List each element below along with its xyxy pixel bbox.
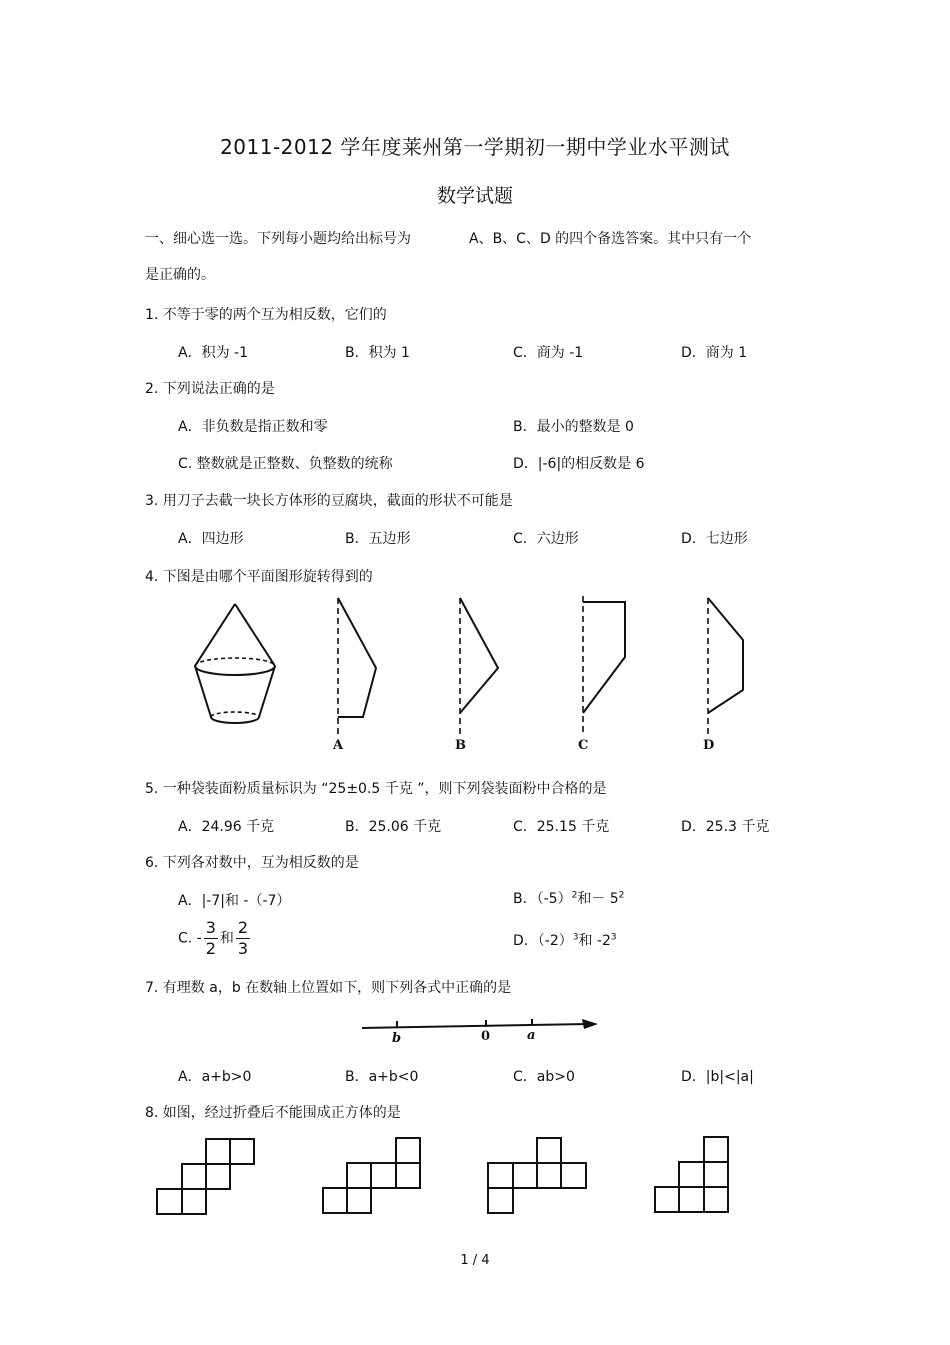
- q6-option-c: [178, 918, 252, 959]
- q6-option-b: [513, 888, 624, 908]
- shape-b: [460, 598, 498, 713]
- q3-option-d: D．七边形: [681, 531, 748, 547]
- q1-option-c: C．商为 -1: [513, 345, 584, 361]
- exam-title: 2011-2012 学年度莱州第一学期初一期中学业水平测试: [220, 135, 730, 159]
- exam-subtitle: 数学试题: [436, 185, 513, 207]
- q2-option-d: D．|-6|的相反数是 6: [513, 456, 645, 472]
- axis-label-0: 0: [481, 1029, 491, 1044]
- q4-label-a: A: [333, 738, 344, 753]
- q6c-prefix: C. -: [178, 930, 202, 947]
- section-intro-part1: 一、细心选一选。下列每小题均给出标号为: [145, 231, 411, 247]
- question-6-stem: 6. 下列各对数中，互为相反数的是: [145, 855, 359, 871]
- question-2-stem: 2. 下列说法正确的是: [145, 381, 275, 397]
- q6b-mid: 和－ 5: [577, 891, 619, 907]
- q8-net-3: [488, 1138, 586, 1213]
- q7-option-d: D．|b|<|a|: [681, 1069, 754, 1085]
- question-4-stem: 4. 下图是由哪个平面图形旋转得到的: [145, 569, 373, 585]
- mid-ellipse-back: [195, 658, 275, 666]
- question-1-stem: 1. 不等于零的两个互为相反数，它们的: [145, 307, 387, 323]
- q8-net-1: [157, 1139, 254, 1214]
- q2-option-c: C. 整数就是正整数、负整数的统称: [178, 456, 393, 472]
- cone-left-edge: [195, 604, 235, 666]
- q4-figure-c: [583, 596, 625, 735]
- q2-option-b: B．最小的整数是 0: [513, 419, 634, 435]
- q3-option-a: A．四边形: [178, 531, 244, 547]
- mid-ellipse-front: [195, 666, 275, 675]
- q6d-mid: 和 -2: [578, 933, 611, 949]
- q6c-mid: 和: [219, 930, 234, 947]
- q6d-exponent-2: 3: [610, 932, 617, 943]
- q4-figure-a: [338, 598, 376, 735]
- q6b-exponent-1: 2: [571, 890, 578, 901]
- q6c-f2-denominator: 3: [237, 939, 249, 958]
- question-5-stem: 5. 一种袋装面粉质量标识为 “25±0.5 千克 ”，则下列袋装面粉中合格的是: [145, 781, 607, 797]
- q4-label-c: C: [578, 738, 589, 753]
- shape-c: [583, 602, 625, 713]
- q2-option-a: A．非负数是指正数和零: [178, 419, 328, 435]
- q3-option-b: B．五边形: [345, 531, 411, 547]
- q6b-exponent-2: 2: [618, 890, 625, 901]
- q4-label-d: D: [703, 738, 715, 753]
- cone-right-edge: [235, 604, 275, 666]
- q6d-base: D．（-2）: [513, 933, 573, 949]
- q6-option-a: A．|-7|和 -（-7）: [178, 893, 291, 909]
- q6d-exponent-1: 3: [572, 932, 579, 943]
- q6c-f2-numerator: 2: [237, 918, 249, 937]
- q7-option-c: C．ab>0: [513, 1069, 575, 1085]
- q6c-f1-numerator: 3: [205, 918, 216, 937]
- q1-option-d: D．商为 1: [681, 345, 748, 361]
- q8-net-2: [323, 1138, 420, 1213]
- q6c-fraction-2: [236, 918, 250, 959]
- shape-a: [338, 598, 376, 717]
- q1-option-a: A．积为 -1: [178, 345, 248, 361]
- q6-option-d: [513, 930, 617, 950]
- q6b-base: B．（-5）: [513, 891, 572, 907]
- question-7-stem: 7. 有理数 a，b 在数轴上位置如下，则下列各式中正确的是: [145, 980, 512, 996]
- question-8-stem: 8. 如图，经过折叠后不能围成正方体的是: [145, 1105, 401, 1121]
- q1-option-b: B．积为 1: [345, 345, 410, 361]
- q8-net-4: [655, 1137, 728, 1212]
- q4-figure-d: [708, 598, 743, 735]
- bottom-ellipse-back: [211, 712, 259, 717]
- section-intro-line2: 是正确的。: [145, 267, 215, 283]
- q6c-fraction-1: [204, 918, 218, 959]
- q7-option-b: B．a+b<0: [345, 1069, 419, 1085]
- axis-label-b: b: [392, 1031, 402, 1046]
- axis-arrow: [582, 1019, 598, 1029]
- q5-option-c: C．25.15 千克: [513, 819, 610, 835]
- q4-solid-figure: [195, 604, 275, 723]
- q6c-f1-denominator: 2: [205, 939, 216, 958]
- q4-figure-b: [460, 598, 498, 735]
- axis-line: [362, 1024, 588, 1028]
- q3-option-c: C．六边形: [513, 531, 579, 547]
- question-3-stem: 3. 用刀子去截一块长方体形的豆腐块，截面的形状不可能是: [145, 493, 513, 509]
- q7-option-a: A．a+b>0: [178, 1069, 252, 1085]
- q7-number-line: [362, 1019, 598, 1029]
- axis-label-a: a: [527, 1028, 536, 1043]
- section-intro-part2: A、B、C、D 的四个备选答案。其中只有一个: [469, 231, 752, 247]
- page-number: 1 / 4: [460, 1253, 490, 1268]
- q4-label-b: B: [455, 738, 466, 753]
- bottom-ellipse-front: [211, 717, 259, 723]
- q5-option-a: A．24.96 千克: [178, 819, 275, 835]
- q5-option-b: B．25.06 千克: [345, 819, 442, 835]
- q5-option-d: D．25.3 千克: [681, 819, 770, 835]
- shape-d: [708, 598, 743, 713]
